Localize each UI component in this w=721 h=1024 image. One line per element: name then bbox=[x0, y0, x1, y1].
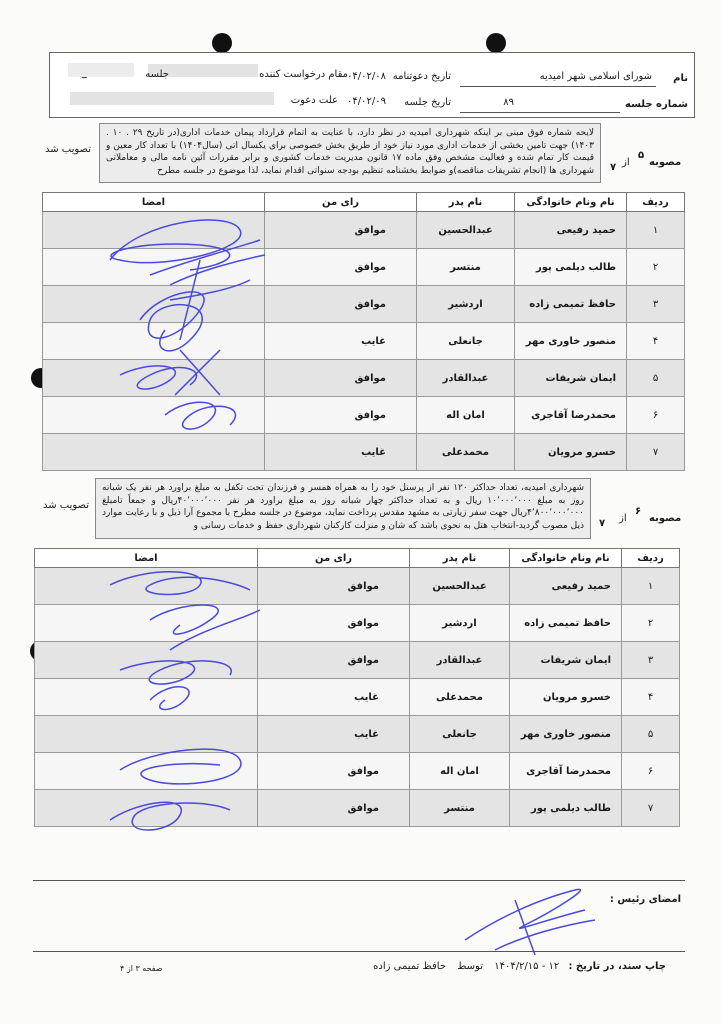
member-name: منصور خاوری مهر bbox=[515, 323, 627, 360]
row-number: ۱ bbox=[622, 568, 680, 605]
name-underline bbox=[460, 86, 656, 87]
invitation-date-label: تاریخ دعوتنامه bbox=[392, 71, 451, 82]
father-name: عبدالحسین bbox=[417, 212, 515, 249]
row-number: ۵ bbox=[627, 360, 685, 397]
handwritten-signatures-1 bbox=[80, 200, 280, 470]
vote-value: موافق bbox=[265, 397, 417, 434]
member-name: حمید رفیعی bbox=[510, 568, 622, 605]
page-number: صفحه ۳ از ۴ bbox=[120, 964, 163, 973]
session-date-label: تاریخ جلسه bbox=[404, 97, 451, 108]
member-name: محمدرضا آقاجری bbox=[510, 753, 622, 790]
col-father-header: نام پدر bbox=[410, 549, 510, 568]
col-signature-header: امضا bbox=[43, 193, 265, 212]
footer-bottom-rule bbox=[33, 951, 685, 952]
by-name: حافظ تمیمی زاده bbox=[373, 961, 446, 972]
father-name: محمدعلی bbox=[417, 434, 515, 471]
member-name: حافظ تمیمی زاده bbox=[515, 286, 627, 323]
vote-value: غایب bbox=[258, 679, 410, 716]
row-number: ۳ bbox=[627, 286, 685, 323]
member-name: حمید رفیعی bbox=[515, 212, 627, 249]
session-date-value: ۰۴/۰۲/۰۹ bbox=[347, 96, 386, 107]
name-label: نام bbox=[673, 73, 688, 84]
president-signature bbox=[455, 880, 605, 960]
row-number: ۱ bbox=[627, 212, 685, 249]
row-number: ۷ bbox=[622, 790, 680, 827]
member-name: خسرو مرویان bbox=[515, 434, 627, 471]
member-name: منصور خاوری مهر bbox=[510, 716, 622, 753]
vote-value: موافق bbox=[258, 642, 410, 679]
resolution-2-total: ۷ bbox=[599, 518, 606, 529]
president-signature-label: امضای رئیس : bbox=[609, 894, 681, 905]
print-footer bbox=[373, 961, 666, 972]
reason-label: علت دعوت bbox=[290, 95, 338, 106]
session-type-box bbox=[68, 63, 134, 77]
father-name: جانعلی bbox=[410, 716, 510, 753]
vote-value: غایب bbox=[265, 323, 417, 360]
row-number: ۳ bbox=[622, 642, 680, 679]
col-name-header: نام ونام خانوادگی bbox=[515, 193, 627, 212]
vote-value: موافق bbox=[258, 568, 410, 605]
resolution-2-of: از bbox=[619, 513, 627, 524]
vote-value: موافق bbox=[265, 360, 417, 397]
row-number: ۶ bbox=[622, 753, 680, 790]
father-name: عبدالقادر bbox=[410, 642, 510, 679]
resolution-2-number: ۶ bbox=[635, 506, 642, 517]
col-signature-header: امضا bbox=[35, 549, 258, 568]
row-number: ۷ bbox=[627, 434, 685, 471]
col-father-header: نام پدر bbox=[417, 193, 515, 212]
member-name: طالب دیلمی پور bbox=[510, 790, 622, 827]
father-name: محمدعلی bbox=[410, 679, 510, 716]
print-label: چاپ سند، در تاریخ : bbox=[568, 961, 666, 972]
vote-value: موافق bbox=[265, 286, 417, 323]
row-number: ۴ bbox=[622, 679, 680, 716]
session-number-value: ۸۹ bbox=[503, 97, 514, 108]
vote-value: غایب bbox=[258, 716, 410, 753]
reason-redacted bbox=[70, 92, 274, 105]
resolution-2-text: شهرداری امیدیه، تعداد حداکثر ۱۲۰ نفر از پرسنل خود را به همراه همسر و فرزندان تحت تکفل به مبلغ براورد هر نفر یک شبانه روز به مبلغ ۱۰٬۰۰۰٬۰۰۰ ریال و به تعداد حداکثر چهار شبانه روز به مبلغ براورد هر نفر ۴۰٬۰۰۰٬۰۰۰ریال و جمعاً تامبلغ ۴٬۸۰۰٬۰۰۰٬۰۰۰ریال جهت سفر زیارتی به مشهد مقدس پرداخت نماید، موضوع در جلسه مطرح با مجموع آرا ذیل و با رعایت موارد ذیل مصوب گردید-انتخاب هتل به نحوی باشد که شان و منزلت کارکنان شهرداری حفظ و خدمات رسانی و bbox=[95, 478, 591, 539]
resolution-2-status: تصویب شد bbox=[42, 500, 90, 511]
row-number: ۴ bbox=[627, 323, 685, 360]
col-name-header: نام ونام خانوادگی bbox=[510, 549, 622, 568]
print-time: ۱۲ - ۱۴۰۴/۲/۱۵ bbox=[494, 961, 560, 972]
member-name: خسرو مرویان bbox=[510, 679, 622, 716]
resolution-1-total: ۷ bbox=[610, 162, 617, 173]
col-vote-header: رای من bbox=[265, 193, 417, 212]
resolution-1-label: مصوبه bbox=[649, 157, 682, 168]
father-name: اردشیر bbox=[410, 605, 510, 642]
header-box bbox=[49, 52, 695, 118]
resolution-1-number: ۵ bbox=[638, 150, 645, 161]
vote-value: غایب bbox=[265, 434, 417, 471]
row-number: ۲ bbox=[627, 249, 685, 286]
vote-value: موافق bbox=[265, 249, 417, 286]
session-number-underline bbox=[460, 112, 620, 113]
row-number: ۵ bbox=[622, 716, 680, 753]
vote-value: موافق bbox=[265, 212, 417, 249]
punch-hole-top-left bbox=[212, 33, 232, 53]
handwritten-signatures-2 bbox=[90, 560, 270, 840]
father-name: عبدالقادر bbox=[417, 360, 515, 397]
father-name: امان اله bbox=[410, 753, 510, 790]
by-label: توسط bbox=[457, 961, 484, 972]
resolution-2-label: مصوبه bbox=[649, 513, 682, 524]
resolution-1-status: تصویب شد bbox=[44, 144, 92, 155]
name-value: شورای اسلامی شهر امیدیه bbox=[539, 71, 652, 82]
member-name: طالب دیلمی پور bbox=[515, 249, 627, 286]
punch-hole-top-right bbox=[486, 33, 506, 53]
father-name: اردشیر bbox=[417, 286, 515, 323]
father-name: منتسر bbox=[417, 249, 515, 286]
father-name: امان اله bbox=[417, 397, 515, 434]
col-row-header: ردیف bbox=[622, 549, 680, 568]
vote-value: موافق bbox=[258, 790, 410, 827]
row-number: ۲ bbox=[622, 605, 680, 642]
col-vote-header: رای من bbox=[258, 549, 410, 568]
father-name: منتسر bbox=[410, 790, 510, 827]
invitation-date-value: ۰۴/۰۲/۰۸ bbox=[347, 71, 386, 82]
member-name: حافظ تمیمی زاده bbox=[510, 605, 622, 642]
session-number-label: شماره جلسه bbox=[625, 99, 688, 110]
member-name: محمدرضا آقاجری bbox=[515, 397, 627, 434]
father-name: جانعلی bbox=[417, 323, 515, 360]
vote-value: موافق bbox=[258, 753, 410, 790]
member-name: ایمان شریفات bbox=[515, 360, 627, 397]
resolution-1-text: لایحه شماره فوق مبنی بر اینکه شهرداری امیدیه در نظر دارد، با عنایت به اتمام قرارداد پیمان خدمات اداری(در تاریخ ۲۹ . ۱۰ . ۱۴۰۳) جهت تامین بخشی از خدمات اداری مورد نیاز خود از طریق بخش خصوصی برای یکسال اتی (سال۱۴۰۴) با تعداد کار معین و قیمت کار تمام شده و فعالیت مشخص وفق ماده ۱۷ قانون مدیریت خدمات کشوری و برابر مقررات آئین نامه مالی و معاملاتی شهرداری ها (انجام تشریفات مناقصه)و ضوابط بخشنامه تنظیم بودجه سنواتی اقدام نماید، لذا موضوع در جلسه مطرح bbox=[99, 123, 601, 183]
father-name: عبدالحسین bbox=[410, 568, 510, 605]
row-number: ۶ bbox=[627, 397, 685, 434]
member-name: ایمان شریفات bbox=[510, 642, 622, 679]
session-label: جلسه bbox=[145, 69, 169, 80]
vote-value: موافق bbox=[258, 605, 410, 642]
col-row-header: ردیف bbox=[627, 193, 685, 212]
requester-label: مقام درخواست کننده bbox=[259, 69, 348, 80]
resolution-1-of: از bbox=[622, 157, 630, 168]
